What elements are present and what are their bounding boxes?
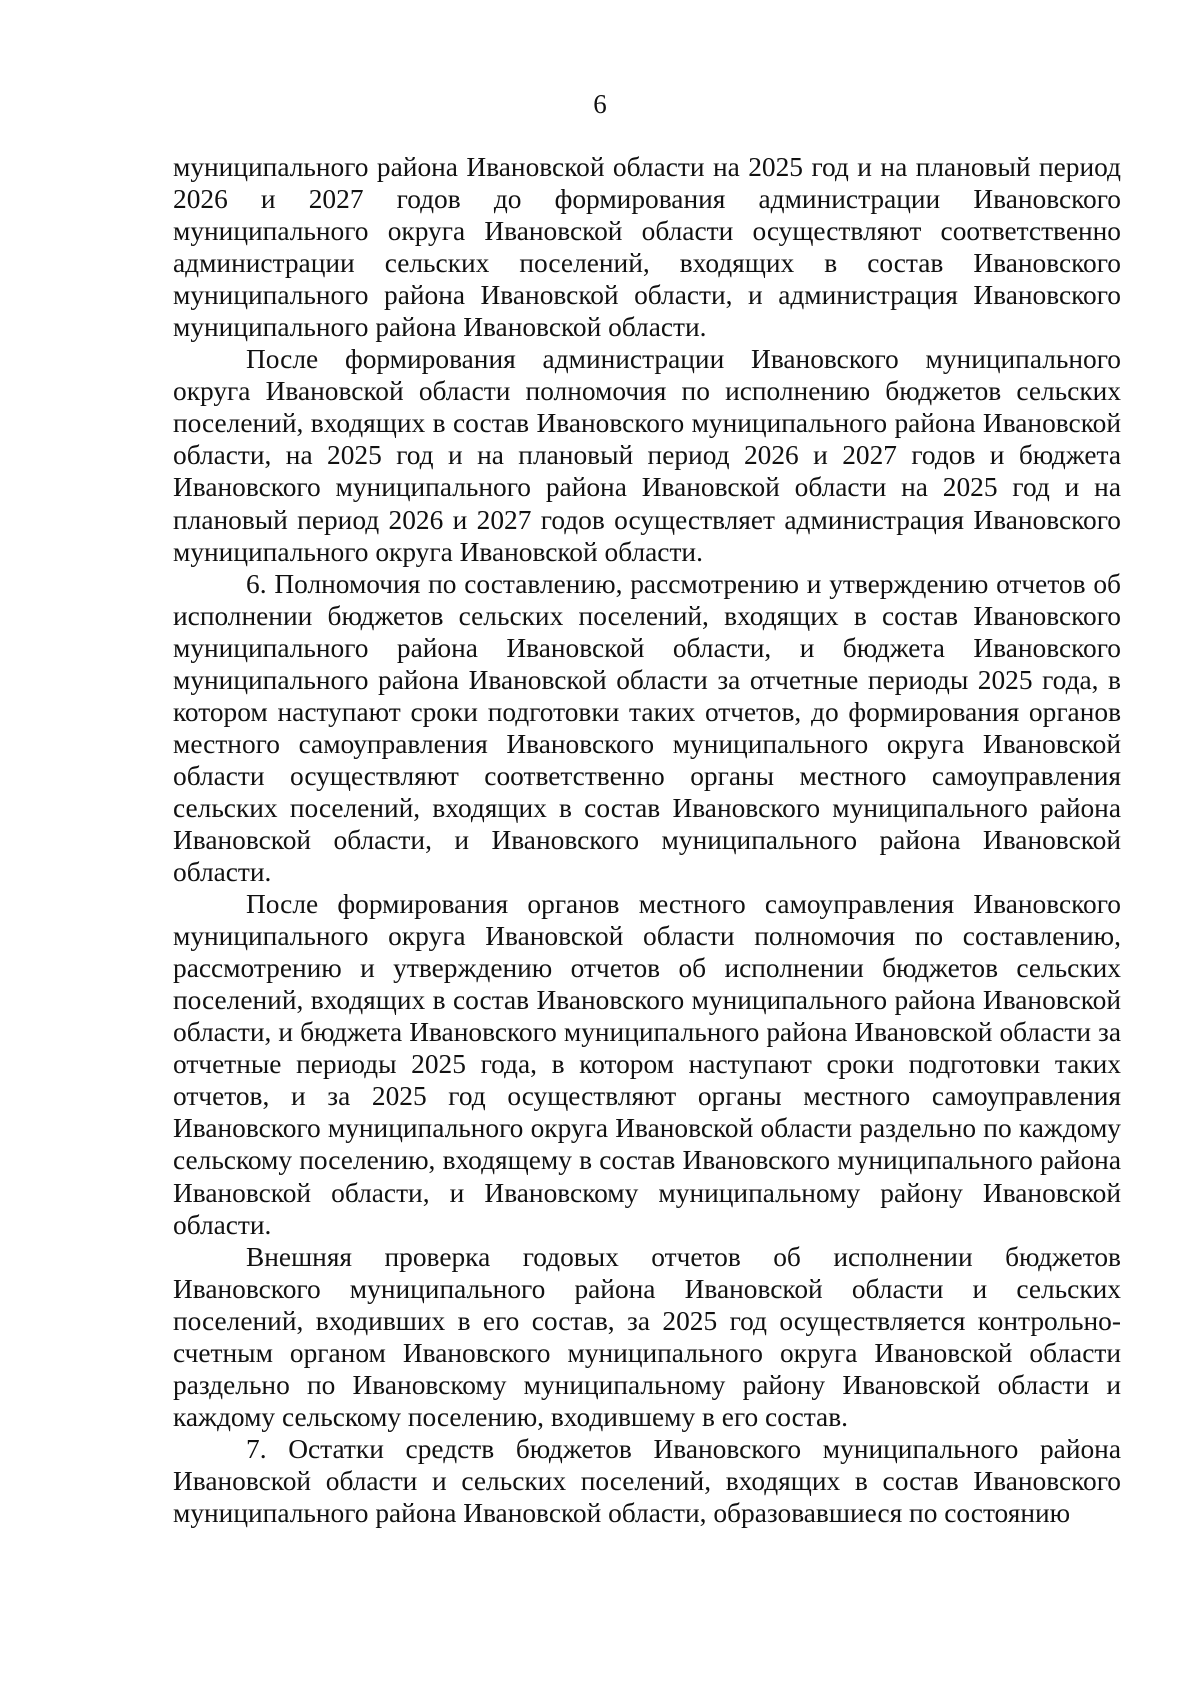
paragraph-item-6: 6. Полномочия по составлению, рассмотрению и утверждению отчетов об исполнении бюджетов сельских поселений, входящих в состав Ивановского муниципального района Ивановской области, и бюджета Ивановского муниципального района Ивановской области за отчетные периоды 2025 года, в котором наступают сроки подготовки таких отчетов, до формирования органов местного самоуправления Ивановского муниципального округа Ивановской области осуществляют соответственно органы местного самоуправления сельских поселений, входящих в состав Ивановского муниципального района Ивановской области, и Ивановского муниципального района Ивановской области. [173, 568, 1121, 888]
paragraph-after-formation-execution: После формирования администрации Ивановского муниципального округа Ивановской области полномочия по исполнению бюджетов сельских поселений, входящих в состав Ивановского муниципального района Ивановской области, на 2025 год и на плановый период 2026 и 2027 годов и бюджета Ивановского муниципального района Ивановской области на 2025 год и на плановый период 2026 и 2027 годов осуществляет администрация Ивановского муниципального округа Ивановской области. [173, 344, 1121, 567]
paragraph-after-formation-reporting: После формирования органов местного самоуправления Ивановского муниципального округа Ивановской области полномочия по составлению, рассмотрению и утверждению отчетов об исполнении бюджетов сельских поселений, входящих в состав Ивановского муниципального района Ивановской области, и бюджета Ивановского муниципального района Ивановской области за отчетные периоды 2025 года, в котором наступают сроки подготовки таких отчетов, и за 2025 год осуществляют органы местного самоуправления Ивановского муниципального округа Ивановской области раздельно по каждому сельскому поселению, входящему в состав Ивановского муниципального района Ивановской области, и Ивановскому муниципальному району Ивановской области. [173, 889, 1121, 1240]
document-body [173, 151, 1121, 1529]
paragraph-continuation: муниципального района Ивановской области на 2025 год и на плановый период 2026 и 2027 годов до формирования администрации Ивановского муниципального округа Ивановской области осуществляют соответственно администрации сельских поселений, входящих в состав Ивановского муниципального района Ивановской области, и администрация Ивановского муниципального района Ивановской области. [173, 152, 1121, 343]
paragraph-item-7: 7. Остатки средств бюджетов Ивановского муниципального района Ивановской области и сельских поселений, входящих в состав Ивановского муниципального района Ивановской области, образовавшиеся по состоянию [173, 1433, 1121, 1528]
paragraph-external-audit: Внешняя проверка годовых отчетов об исполнении бюджетов Ивановского муниципального района Ивановской области и сельских поселений, входивших в его состав, за 2025 год осуществляется контрольно-счетным органом Ивановского муниципального округа Ивановской области раздельно по Ивановскому муниципальному району Ивановской области и каждому сельскому поселению, входившему в его состав. [173, 1241, 1121, 1432]
page-number: 6 [593, 89, 607, 119]
